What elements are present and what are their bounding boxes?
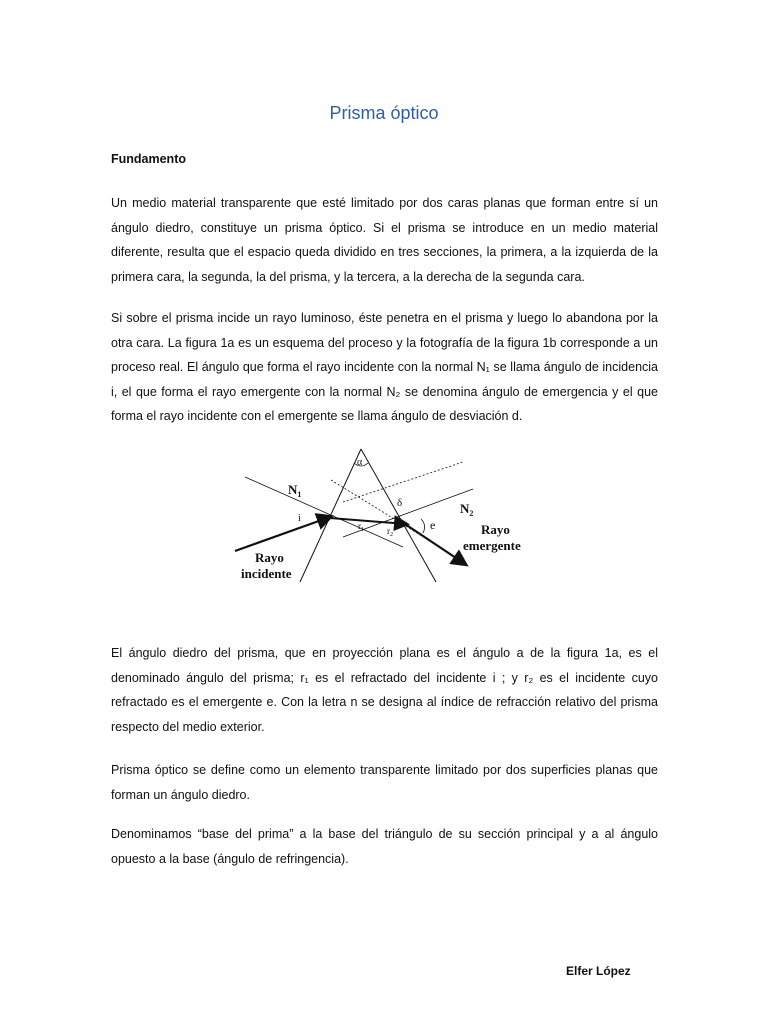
r2-label: $r_2$ [387,526,393,538]
incident-ray [235,517,330,551]
paragraph-2: Si sobre el prisma incide un rayo luminoso, éste penetra en el prisma y luego lo abandona por la otra cara. La figura 1a es un esquema del proceso y la fotografía de la figura 1b corresponde a un proceso real. El ángulo que forma el rayo incidente con la normal N₁ se llama ángulo de incidencia i, el que forma el rayo emergente con la normal N₂ se denomina ángulo de emergencia y el que forma el rayo incidente con el emergente se llama ángulo de desviación d. [111,311,658,423]
emergent-label-line2: emergente [463,538,521,553]
paragraph-1: Un medio material transparente que esté limitado por dos caras planas que forman entre sí un ángulo diedro, constituye un prisma óptico. Si el prisma se introduce en un medio material diferente, resulta que el espacio queda dividido en tres secciones, la primera, a la izquierda de la primera cara, la segunda, la del prisma, y la tercera, a la derecha de la segunda cara. [111,196,658,284]
dotted-extension-emergent [343,462,463,502]
i-label: i [298,513,301,524]
section-heading: Fundamento [111,152,186,166]
n2-label: $N_2$ [460,501,474,518]
incident-label-line1: Rayo [255,550,284,565]
prism-left-face [300,449,361,582]
prism-diagram [233,447,533,585]
alpha-label: α [357,457,363,468]
emergent-label-line1: Rayo [481,522,510,537]
r1-label: $r_1$ [358,521,364,533]
page-title: Prisma óptico [329,103,439,123]
incident-label-line2: incidente [241,566,292,581]
author-footer: Elfer López [566,964,631,978]
normal-n1 [245,477,403,547]
paragraph-4: Prisma óptico se define como un elemento transparente limitado por dos superficies planas que forman un ángulo diedro. [111,763,658,802]
e-label: e [430,518,436,532]
e-arc [421,519,425,533]
paragraph-3: El ángulo diedro del prisma, que en proyección plana es el ángulo a de la figura 1a, es el denominado ángulo del prisma; r₁ es el refractado del incidente i ; y r₂ es el incidente cuyo refractado es el emergente e. Con la letra n se designa al índice de refracción relativo del prisma respecto del medio exterior. [111,646,658,734]
refracted-ray [330,518,406,524]
prism-right-face [361,449,436,582]
paragraph-5: Denominamos “base del prima” a la base del triángulo de su sección principal y a al ángulo opuesto a la base (ángulo de refringencia). [111,827,658,866]
n1-label: $N_1$ [288,482,302,499]
delta-label: δ [397,497,403,509]
